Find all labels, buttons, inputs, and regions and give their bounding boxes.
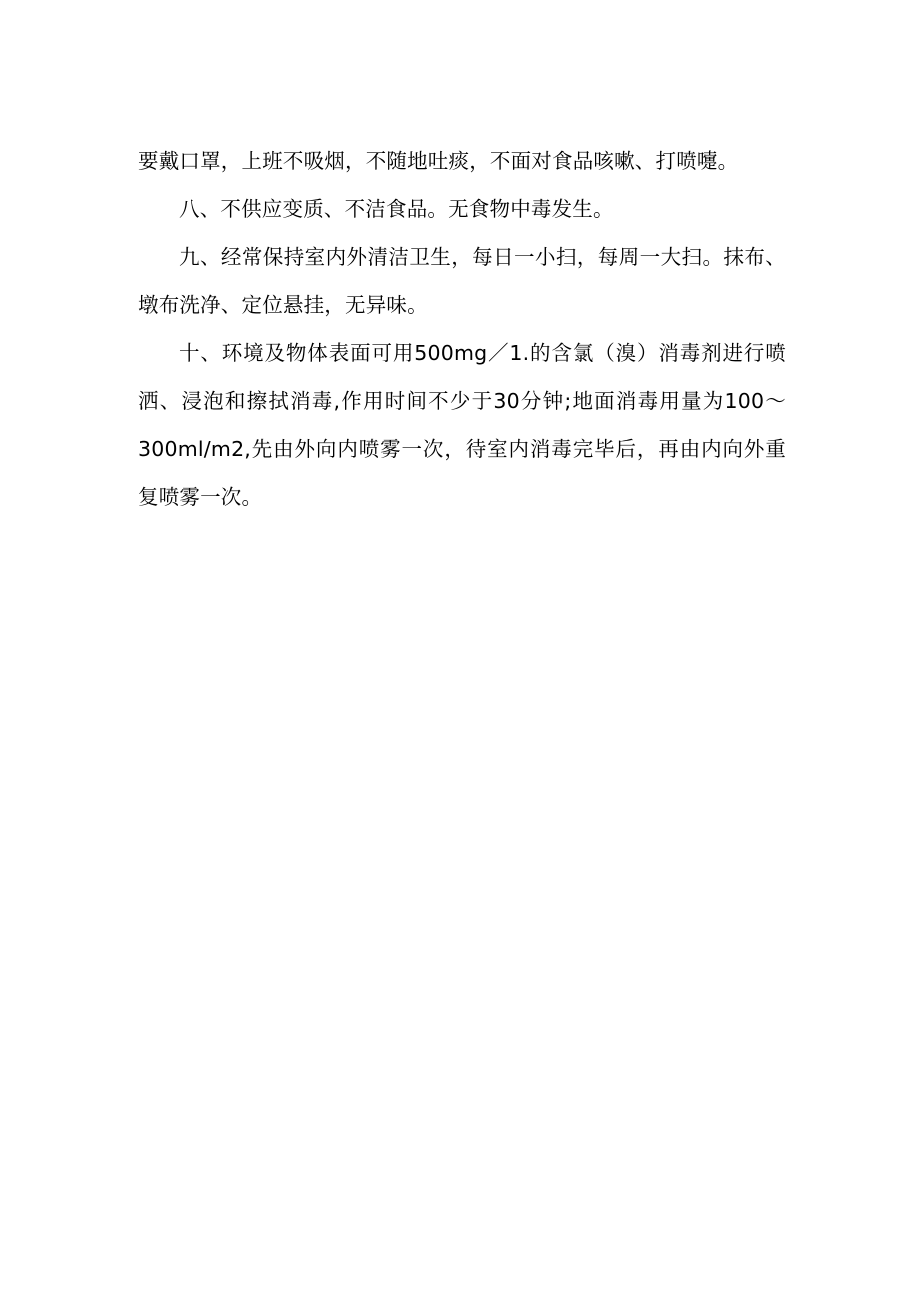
paragraph-item-10: 十、环境及物体表面可用500mg／1.的含氯（溴）消毒剂进行喷洒、浸泡和擦拭消毒,作用时间不少于30分钟;地面消毒用量为100～300ml/m2,先由外向内喷雾一次，待室内消毒完毕后，再由内向外重复喷雾一次。 xyxy=(138,341,786,509)
paragraph-item-9: 九、经常保持室内外清洁卫生，每日一小扫，每周一大扫。抹布、墩布洗净、定位悬挂，无异味。 xyxy=(138,245,786,317)
document-body xyxy=(138,137,786,521)
paragraph-continuation: 要戴口罩，上班不吸烟，不随地吐痰，不面对食品咳嗽、打喷嚏。 xyxy=(138,149,739,173)
paragraph-item-8: 八、不供应变质、不洁食品。无食物中毒发生。 xyxy=(179,197,614,221)
